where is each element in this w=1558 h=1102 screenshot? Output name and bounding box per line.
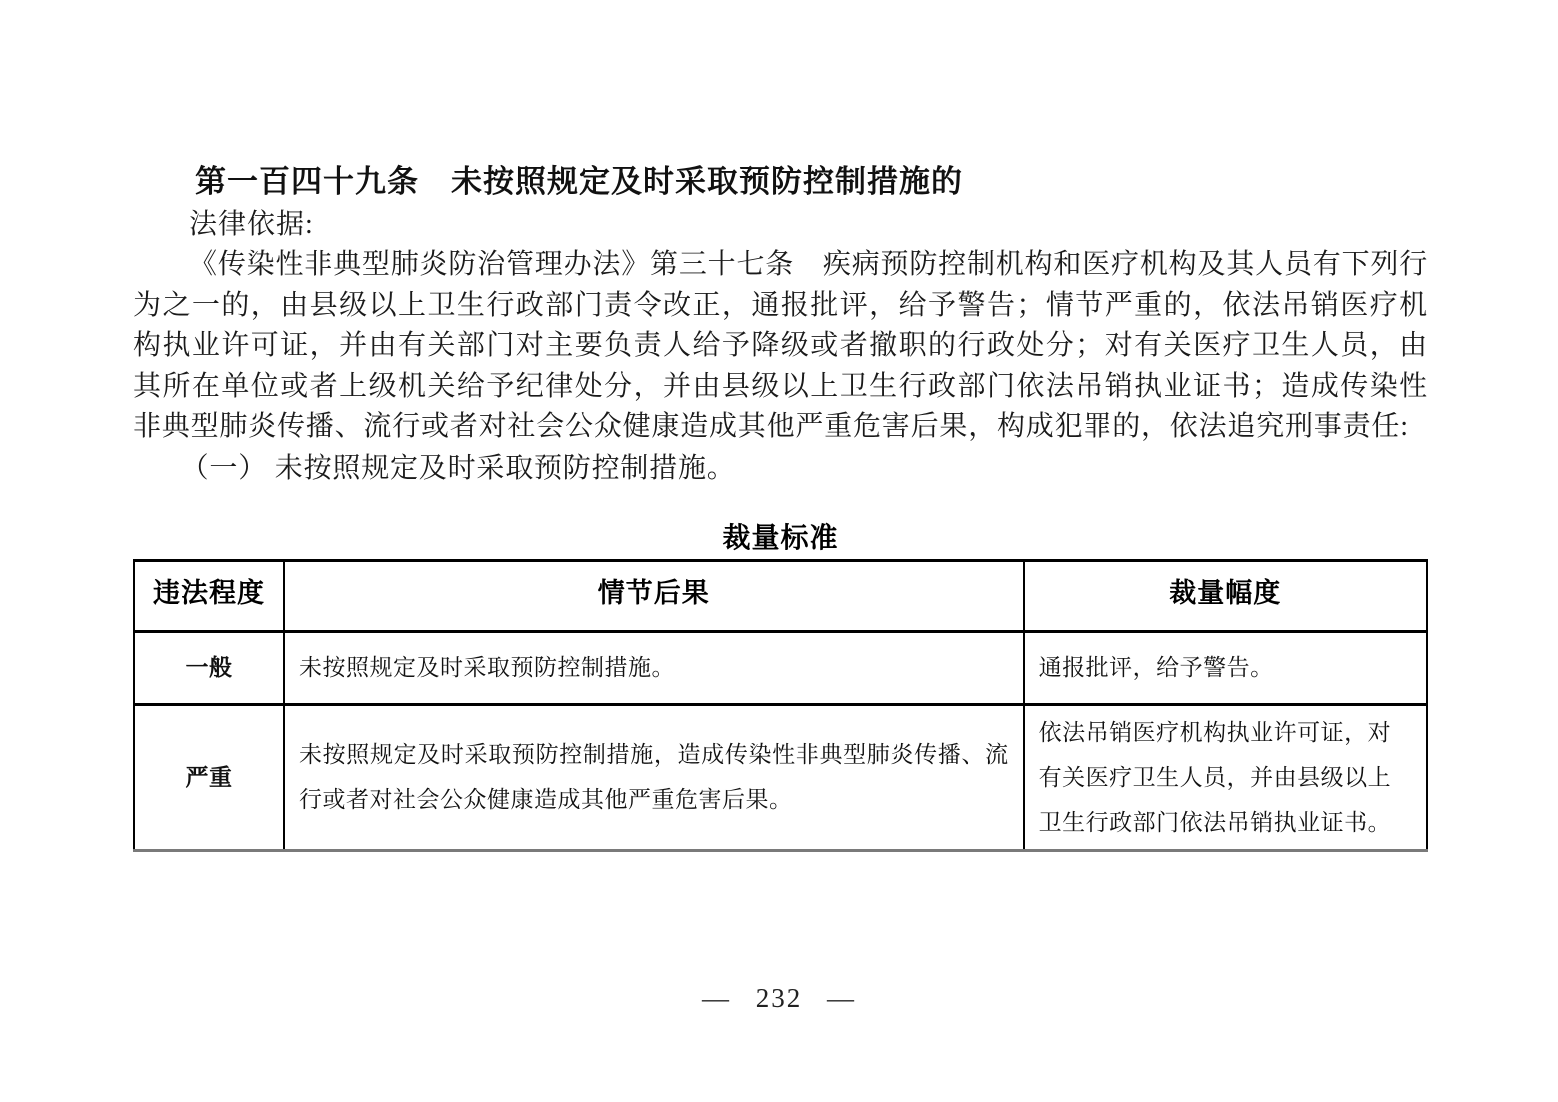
header-circumstance: 情节后果 (284, 560, 1024, 631)
range-severe: 依法吊销医疗机构执业许可证，对有关医疗卫生人员，并由县级以上卫生行政部门依法吊销执业证书。 (1024, 704, 1427, 850)
header-discretion-range: 裁量幅度 (1024, 560, 1427, 631)
degree-general: 一般 (134, 631, 284, 704)
discretion-standard-table (133, 559, 1428, 852)
range-general: 通报批评，给予警告。 (1024, 631, 1427, 704)
table-header-row (134, 560, 1427, 631)
table-title: 裁量标准 (722, 521, 839, 553)
table-row (134, 704, 1427, 850)
header-violation-degree: 违法程度 (134, 560, 284, 631)
article-title: 第一百四十九条 未按照规定及时采取预防控制措施的 (195, 164, 963, 199)
legal-basis-paragraph: 《传染性非典型肺炎防治管理办法》第三十七条 疾病预防控制机构和医疗机构及其人员有下列行为之一的，由县级以上卫生行政部门责令改正，通报批评，给予警告；情节严重的，依法吊销医疗机构执业许可证，并由有关部门对主要负责人给予降级或者撤职的行政处分；对有关医疗卫生人员，由其所在单位或者上级机关给予纪律处分，并由县级以上卫生行政部门依法吊销执业证书；造成传染性非典型肺炎传播、流行或者对社会公众健康造成其他严重危害后果，构成犯罪的，依法追究刑事责任: (133, 249, 1428, 442)
degree-severe: 严重 (134, 704, 284, 850)
circumstance-general: 未按照规定及时采取预防控制措施。 (284, 631, 1024, 704)
item-one-line: （一） 未按照规定及时采取预防控制措施。 (180, 452, 736, 484)
page-number: — 232 — (702, 983, 856, 1013)
table-row (134, 631, 1427, 704)
page-content (133, 160, 1428, 852)
circumstance-severe: 未按照规定及时采取预防控制措施，造成传染性非典型肺炎传播、流行或者对社会公众健康造成其他严重危害后果。 (284, 704, 1024, 850)
legal-basis-label: 法律依据: (189, 209, 314, 240)
